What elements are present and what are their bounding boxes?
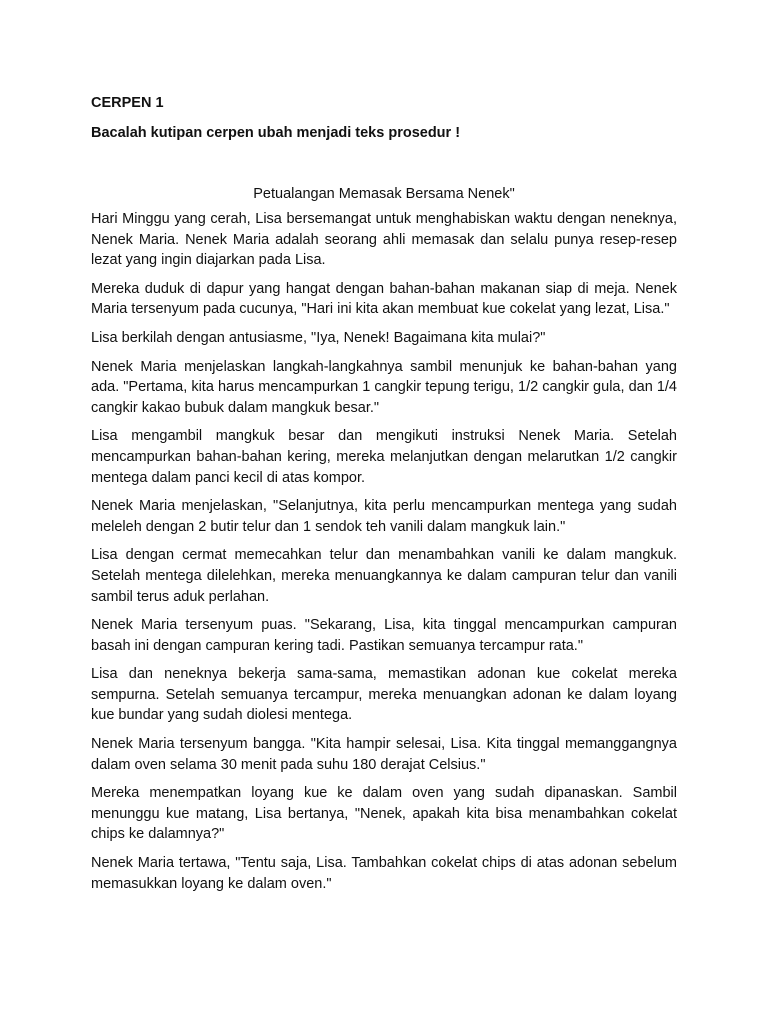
story-title: Petualangan Memasak Bersama Nenek"	[253, 186, 515, 202]
paragraph: Mereka menempatkan loyang kue ke dalam oven yang sudah dipanaskan. Sambil menunggu kue matang, Lisa bertanya, "Nenek, apakah kita bisa menambahkan cokelat chips ke dalamnya?"	[91, 785, 677, 843]
paragraph: Nenek Maria tersenyum puas. "Sekarang, Lisa, kita tinggal mencampurkan campuran basah ini dengan campuran kering tadi. Pastikan semuanya tercampur rata."	[91, 617, 677, 654]
paragraph: Mereka duduk di dapur yang hangat dengan bahan-bahan makanan siap di meja. Nenek Maria tersenyum pada cucunya, "Hari ini kita akan membuat kue cokelat yang lezat, Lisa."	[91, 280, 677, 318]
paragraph: Nenek Maria tersenyum bangga. "Kita hampir selesai, Lisa. Kita tinggal memanggangnya dalam oven selama 30 menit pada suhu 180 derajat Celsius."	[91, 736, 677, 773]
paragraph: Hari Minggu yang cerah, Lisa bersemangat untuk menghabiskan waktu dengan neneknya, Nenek Maria. Nenek Maria adalah seorang ahli memasak dan selalu punya resep-resep lezat yang ingin diajarkan pada Lisa.	[91, 211, 677, 269]
instruction-text: Bacalah kutipan cerpen ubah menjadi teks prosedur !	[91, 125, 461, 141]
paragraph: Lisa mengambil mangkuk besar dan mengikuti instruksi Nenek Maria. Setelah mencampurkan bahan-bahan kering, mereka melanjutkan dengan melarutkan 1/2 cangkir mentega dalam panci kecil di atas kompor.	[91, 428, 677, 486]
paragraph: Nenek Maria menjelaskan langkah-langkahnya sambil menunjuk ke bahan-bahan yang ada. "Pertama, kita harus mencampurkan 1 cangkir tepung terigu, 1/2 cangkir gula, dan 1/4 cangkir kakao bubuk dalam mangkuk besar."	[91, 358, 677, 416]
paragraph: Lisa berkilah dengan antusiasme, "Iya, Nenek! Bagaimana kita mulai?"	[91, 329, 546, 346]
document-label: CERPEN 1	[91, 95, 164, 111]
paragraph: Lisa dengan cermat memecahkan telur dan menambahkan vanili ke dalam mangkuk. Setelah mentega dilelehkan, mereka menuangkannya ke dalam campuran telur dan vanili sambil terus aduk perlahan.	[91, 547, 677, 605]
paragraph: Nenek Maria menjelaskan, "Selanjutnya, kita perlu mencampurkan mentega yang sudah meleleh dengan 2 butir telur dan 1 sendok teh vanili dalam mangkuk lain."	[91, 498, 677, 535]
paragraph: Lisa dan neneknya bekerja sama-sama, memastikan adonan kue cokelat mereka sempurna. Setelah semuanya tercampur, mereka menuangkan adonan ke dalam loyang kue bundar yang sudah diolesi mentega.	[91, 666, 677, 724]
paragraph: Nenek Maria tertawa, "Tentu saja, Lisa. Tambahkan cokelat chips di atas adonan sebelum memasukkan loyang ke dalam oven."	[91, 855, 677, 892]
document-page	[91, 93, 677, 902]
